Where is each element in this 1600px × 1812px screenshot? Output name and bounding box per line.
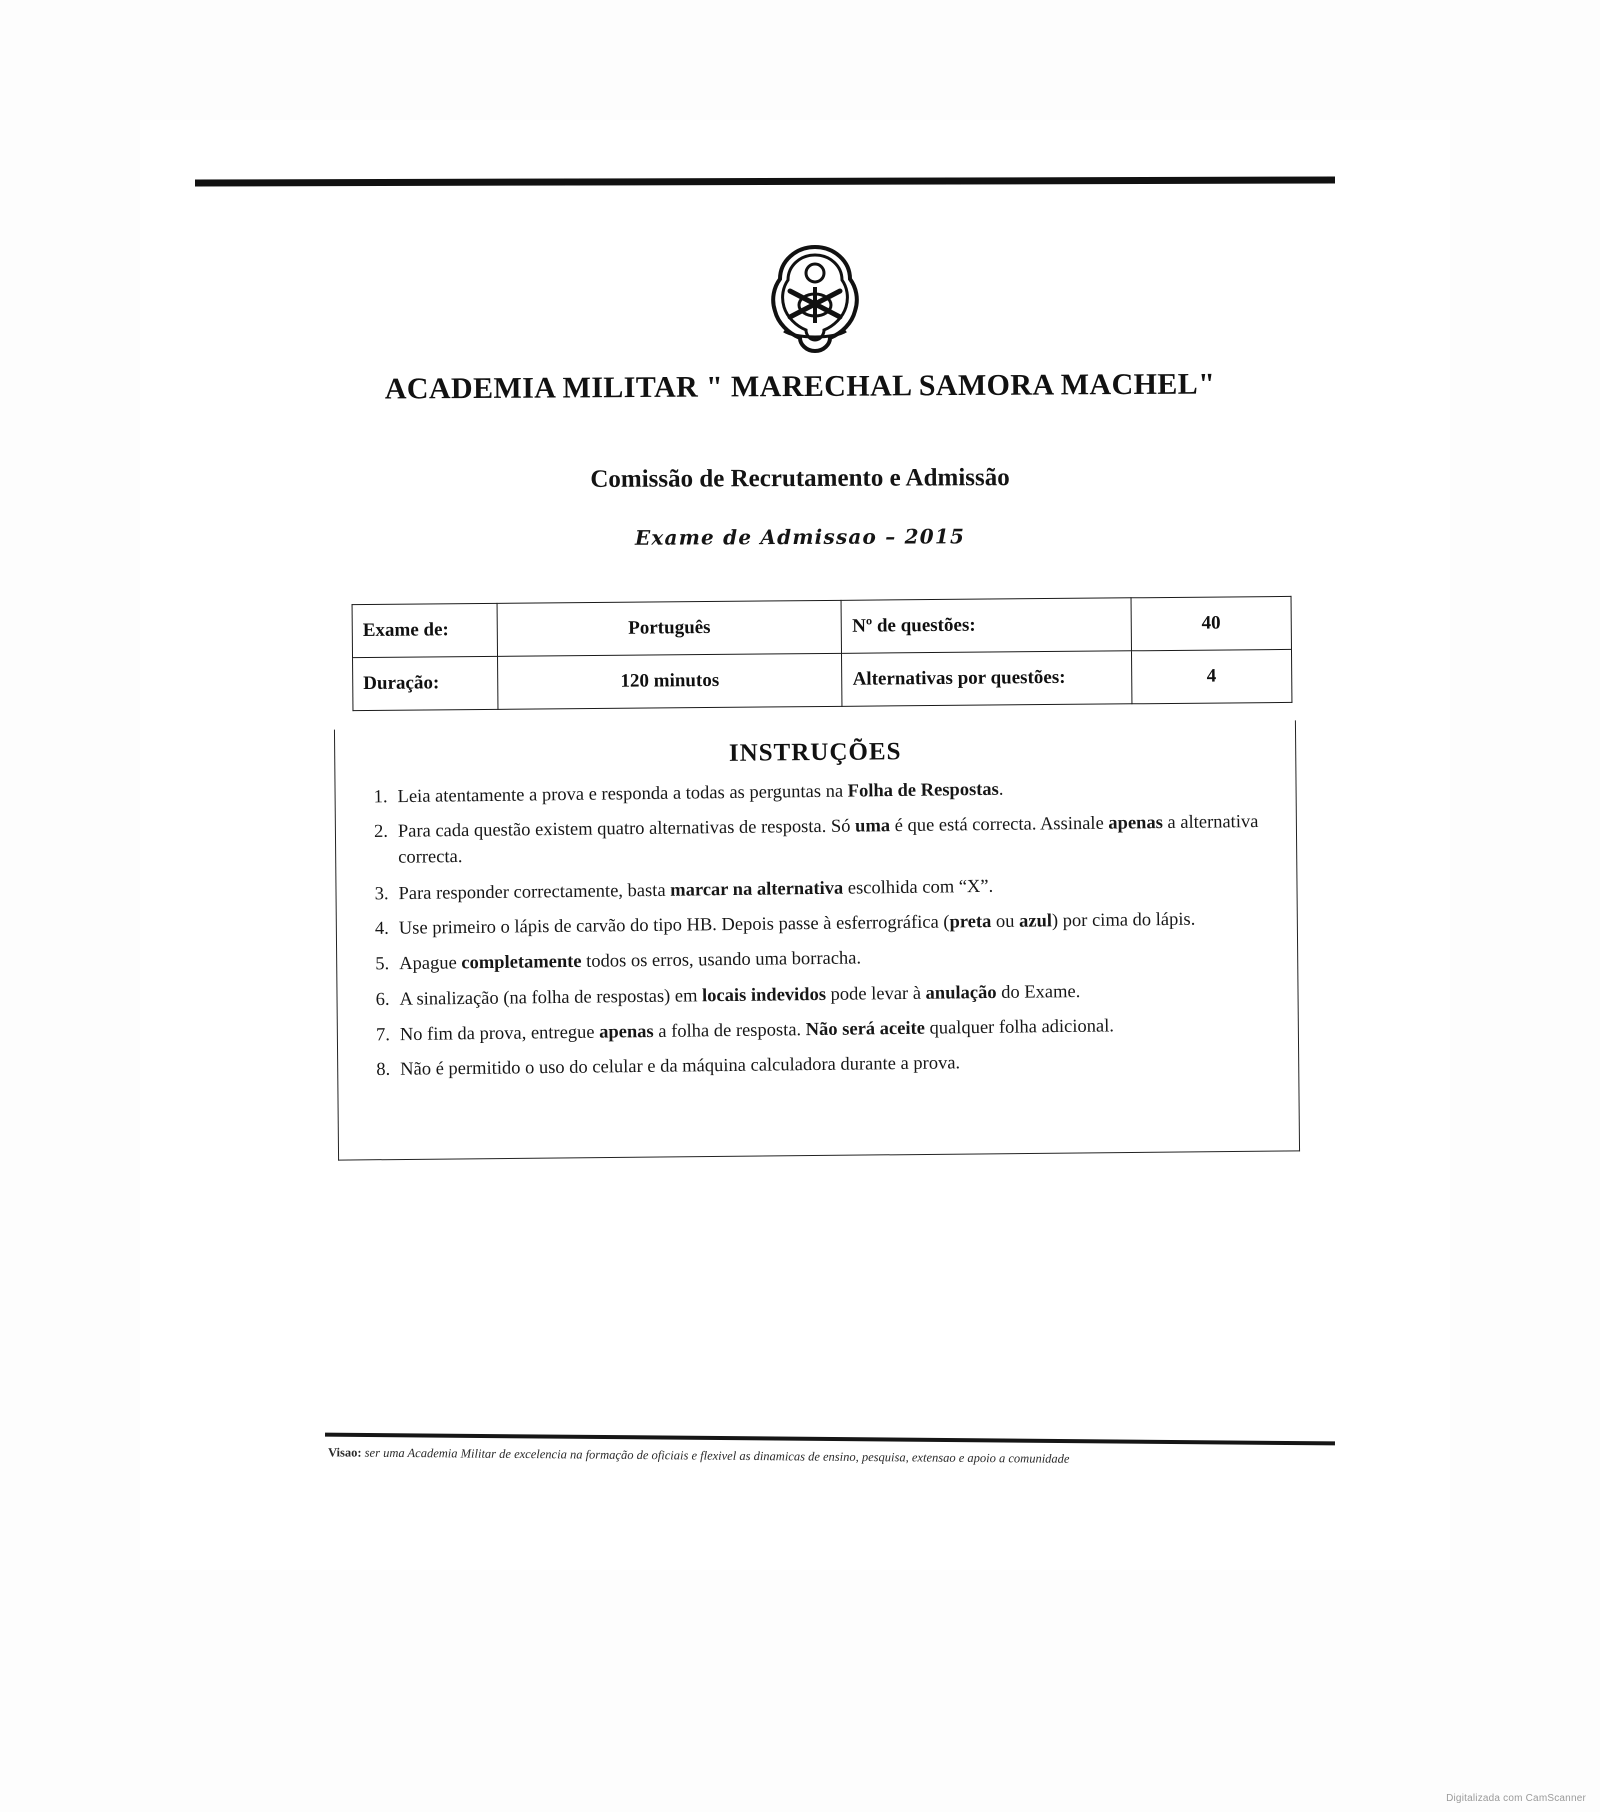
instruction-number: 2. — [373, 822, 389, 843]
instruction-number: 6. — [375, 989, 390, 1010]
instruction-run: a folha de resposta. — [653, 1020, 806, 1042]
instruction-text — [398, 809, 1279, 872]
instruction-text — [400, 1047, 1280, 1083]
footer-label: Visao: — [327, 1445, 362, 1460]
instruction-run: Para cada questão existem quatro alternativas de resposta. Só — [397, 816, 856, 843]
instruction-emphasis: completamente — [461, 952, 582, 974]
instruction-emphasis: preta — [949, 912, 992, 933]
commission-subtitle: Comissão de Recrutamento e Admissão — [590, 464, 1010, 493]
instruction-run: ) por cima do lápis. — [1051, 909, 1196, 932]
table-row — [353, 649, 1292, 710]
page-title: ACADEMIA MILITAR " MARECHAL SAMORA MACHEL" — [384, 367, 1216, 406]
instruction-item — [354, 870, 1278, 908]
question-count-value: 40 — [1131, 596, 1292, 650]
camscanner-watermark: Digitalizada com CamScanner — [1446, 1793, 1586, 1804]
instruction-item — [355, 941, 1279, 979]
alternatives-value: 4 — [1131, 649, 1292, 703]
instruction-emphasis: anulação — [925, 982, 997, 1004]
exam-header: Exame de Admissao – 2015 — [634, 524, 966, 550]
instruction-item — [353, 773, 1277, 811]
instruction-emphasis: marcar na alternativa — [670, 878, 844, 901]
footer-text: ser uma Academia Militar de excelencia na formação de oficiais e flexivel as dinamicas de ensino, pesquisa, extensao e apoio a comunidade — [361, 1445, 1070, 1466]
instruction-text — [398, 870, 1278, 907]
instruction-run: Leia atentamente a prova e responda a todas as perguntas na — [397, 781, 848, 808]
instruction-emphasis: apenas — [599, 1021, 654, 1043]
instruction-emphasis: Folha de Respostas — [847, 779, 999, 802]
instruction-item — [356, 1047, 1280, 1084]
instruction-run: Apague — [399, 953, 462, 975]
exam-info-table — [352, 596, 1293, 711]
table-row — [352, 596, 1291, 657]
instruction-text — [397, 773, 1277, 810]
instructions-box — [334, 720, 1300, 1160]
duration-value: 120 minutos — [497, 653, 842, 709]
instruction-number: 3. — [374, 884, 389, 905]
instruction-run: a alternativa correcta. — [398, 812, 1259, 869]
military-crest-icon — [760, 243, 870, 358]
instruction-emphasis: Não será aceite — [805, 1018, 926, 1041]
instruction-text — [400, 1011, 1280, 1048]
instruction-emphasis: locais indevidos — [701, 984, 827, 1006]
instruction-run: No fim da prova, entregue — [399, 1022, 600, 1045]
instruction-run: Use primeiro o lápis de carvão do tipo HB. Depois passe à esferrográfica ( — [398, 912, 950, 939]
instruction-emphasis: uma — [854, 816, 891, 837]
instruction-run: é que está correcta. Assinale — [889, 813, 1109, 837]
instruction-run: Não é permitido o uso do celular e da máquina calculadora durante a prova. — [400, 1053, 961, 1080]
instruction-item — [356, 1011, 1280, 1049]
instruction-number: 8. — [376, 1059, 391, 1081]
instruction-item — [355, 976, 1279, 1013]
instruction-run: escolhida com “X”. — [843, 876, 994, 899]
instruction-run: pode levar à — [825, 983, 926, 1005]
instructions-title: INSTRUÇÕES — [728, 738, 902, 767]
instruction-text — [399, 941, 1279, 978]
instruction-item — [355, 906, 1279, 943]
exam-subject-value: Português — [497, 600, 842, 656]
instruction-text — [399, 906, 1279, 942]
instruction-run: todos os erros, usando uma borracha. — [581, 948, 862, 973]
instruction-run: . — [998, 779, 1004, 800]
instruction-emphasis: apenas — [1108, 813, 1163, 834]
instruction-text — [399, 976, 1279, 1012]
instruction-run: Para responder correctamente, basta — [398, 880, 671, 904]
instruction-number: 7. — [375, 1025, 391, 1046]
instruction-number: 5. — [375, 954, 390, 975]
instruction-run: qualquer folha adicional. — [924, 1016, 1115, 1039]
instructions-list — [353, 775, 1280, 1083]
instruction-run: A sinalização (na folha de respostas) em — [399, 985, 703, 1010]
alternatives-label: Alternativas por questões: — [842, 651, 1132, 707]
instruction-item — [354, 809, 1279, 872]
exam-subject-label: Exame de: — [352, 603, 497, 657]
question-count-label: Nº de questões: — [841, 598, 1131, 654]
exam-info-body — [352, 596, 1292, 710]
instruction-emphasis: azul — [1018, 911, 1053, 932]
duration-label: Duração: — [353, 656, 498, 710]
instruction-number: 4. — [374, 918, 389, 940]
instruction-number: 1. — [373, 787, 388, 808]
instruction-run: do Exame. — [996, 981, 1081, 1003]
instruction-run: ou — [991, 911, 1020, 933]
